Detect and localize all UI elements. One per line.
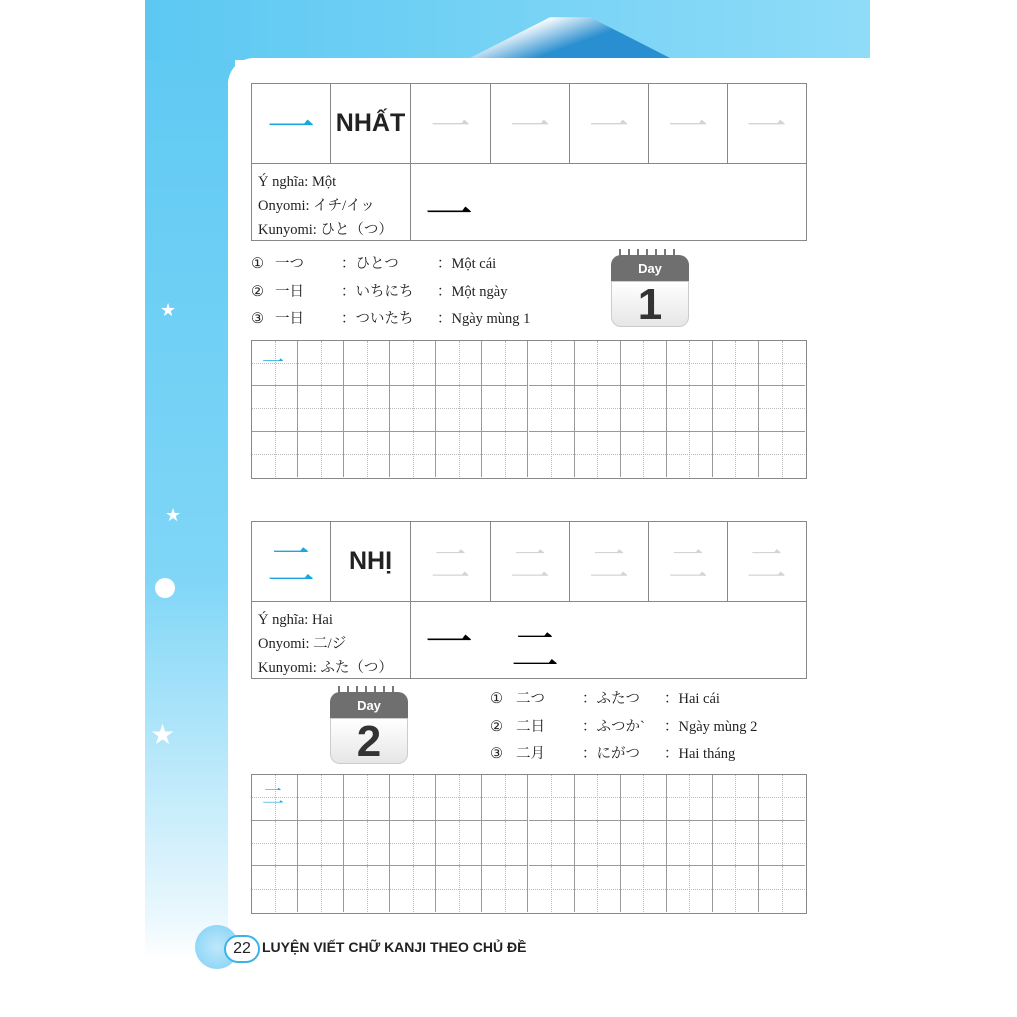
practice-cell[interactable] xyxy=(529,341,575,386)
practice-cell[interactable] xyxy=(482,775,528,821)
trace-char: 一 xyxy=(589,104,629,150)
meaning: Ý nghĩa: Hai xyxy=(258,612,333,628)
kanji-name-text: NHỊ xyxy=(348,547,393,575)
practice-cell[interactable] xyxy=(759,432,805,477)
practice-cell[interactable] xyxy=(482,821,528,867)
onyomi: Onyomi: イチ/イッ xyxy=(258,198,375,214)
practice-cell[interactable] xyxy=(621,775,667,821)
practice-cell[interactable] xyxy=(667,341,713,386)
practice-cell[interactable] xyxy=(482,432,528,477)
day-calendar-icon xyxy=(611,249,689,329)
practice-cell[interactable] xyxy=(529,432,575,477)
ex-num: ② xyxy=(490,718,503,735)
ex-word: 一つ xyxy=(275,256,304,272)
practice-cell[interactable] xyxy=(298,775,344,821)
trace-char: 二 xyxy=(430,542,471,588)
trace-char: 一 xyxy=(510,104,550,150)
ex-reading: ：ふたつ xyxy=(582,691,640,707)
practice-cell[interactable] xyxy=(621,386,667,431)
ex-reading: ：にがつ xyxy=(582,746,640,762)
practice-cell[interactable] xyxy=(621,341,667,386)
ex-num: ② xyxy=(251,283,264,300)
practice-cell[interactable] xyxy=(713,775,759,821)
kanji-info xyxy=(252,163,411,241)
ex-meaning: ：Ngày mùng 1 xyxy=(437,311,531,327)
practice-cell[interactable] xyxy=(482,341,528,386)
day-label: Day xyxy=(611,255,689,281)
practice-cell[interactable] xyxy=(436,386,482,431)
practice-cell[interactable] xyxy=(252,432,298,477)
stroke-step: 二 xyxy=(511,623,560,679)
practice-cell[interactable] xyxy=(575,866,621,912)
moon-icon xyxy=(155,578,175,598)
practice-cell[interactable] xyxy=(298,341,344,386)
practice-cell[interactable] xyxy=(621,821,667,867)
stroke-step: 一 xyxy=(425,187,474,243)
practice-cell[interactable] xyxy=(390,821,436,867)
examples-2 xyxy=(490,686,757,769)
kanji-name-text: NHẤT xyxy=(335,109,406,137)
practice-cell[interactable] xyxy=(436,775,482,821)
ex-reading: ：ひとつ xyxy=(341,256,399,272)
practice-cell[interactable] xyxy=(667,386,713,431)
star-icon: ★ xyxy=(160,300,177,320)
onyomi: Onyomi: 二/ジ xyxy=(258,636,347,652)
practice-cell[interactable] xyxy=(759,775,805,821)
practice-cell[interactable] xyxy=(529,866,575,912)
trace-char: 一 xyxy=(668,104,708,150)
practice-cell[interactable] xyxy=(252,386,298,431)
practice-cell[interactable] xyxy=(621,866,667,912)
meaning: Ý nghĩa: Một xyxy=(258,174,337,190)
practice-cell[interactable] xyxy=(436,866,482,912)
day-number: 1 xyxy=(611,281,689,327)
practice-cell[interactable] xyxy=(436,821,482,867)
trace-char: 二 xyxy=(746,542,787,588)
practice-cell[interactable] xyxy=(759,866,805,912)
practice-cell[interactable] xyxy=(298,432,344,477)
practice-cell[interactable] xyxy=(436,432,482,477)
ex-word: 二日 xyxy=(516,718,545,735)
practice-cell[interactable] xyxy=(298,386,344,431)
trace-char: 二 xyxy=(510,542,550,588)
ex-word: 二つ xyxy=(516,691,545,707)
practice-cell[interactable] xyxy=(575,341,621,386)
ex-num: ① xyxy=(251,256,264,272)
star-icon: ★ xyxy=(165,505,182,525)
practice-cell[interactable] xyxy=(529,386,575,431)
practice-cell[interactable] xyxy=(621,432,667,477)
practice-cell[interactable] xyxy=(713,821,759,867)
practice-cell[interactable] xyxy=(713,386,759,431)
stroke-step: 一 xyxy=(425,615,474,671)
practice-cell[interactable] xyxy=(667,432,713,477)
practice-cell[interactable] xyxy=(344,341,390,386)
practice-cell[interactable] xyxy=(344,432,390,477)
practice-grid-2[interactable] xyxy=(251,774,807,914)
kanji-card-2 xyxy=(251,521,807,679)
practice-cell[interactable] xyxy=(436,341,482,386)
practice-cell[interactable] xyxy=(390,341,436,386)
practice-cell[interactable] xyxy=(713,432,759,477)
examples-1 xyxy=(251,251,530,334)
practice-cell[interactable] xyxy=(529,821,575,867)
ex-num: ③ xyxy=(251,311,264,327)
trace-char: 二 xyxy=(668,542,708,588)
trace-char: 一 xyxy=(746,104,787,150)
practice-cell[interactable] xyxy=(344,386,390,431)
practice-cell[interactable] xyxy=(575,432,621,477)
page-number: 22 xyxy=(224,935,260,963)
practice-cell[interactable] xyxy=(759,821,805,867)
star-icon: ★ xyxy=(150,720,176,751)
practice-cell[interactable] xyxy=(575,386,621,431)
practice-cell[interactable] xyxy=(344,775,390,821)
practice-cell[interactable] xyxy=(252,866,298,912)
kanji-char-text: 一 xyxy=(266,100,315,156)
ex-num: ① xyxy=(490,691,503,707)
kanji-char xyxy=(252,84,331,163)
day-number: 2 xyxy=(330,718,408,764)
ex-meaning: ：Ngày mùng 2 xyxy=(664,718,758,735)
practice-cell[interactable] xyxy=(390,866,436,912)
practice-cell[interactable] xyxy=(713,341,759,386)
ex-meaning: ：Một cái xyxy=(437,256,497,272)
practice-cell[interactable] xyxy=(667,821,713,867)
kanji-info xyxy=(252,601,411,679)
ex-meaning: ：Hai tháng xyxy=(664,746,736,762)
practice-sample: 二 xyxy=(262,785,285,810)
practice-cell[interactable] xyxy=(344,821,390,867)
practice-cell[interactable] xyxy=(667,866,713,912)
ex-meaning: ：Hai cái xyxy=(664,691,720,707)
kanji-char-text: 二 xyxy=(266,538,315,594)
stroke-order xyxy=(411,601,806,680)
practice-cell[interactable] xyxy=(482,866,528,912)
ex-reading: ：ふつか` xyxy=(582,718,645,735)
practice-cell[interactable] xyxy=(667,775,713,821)
kunyomi: Kunyomi: ふた（つ） xyxy=(258,660,393,676)
practice-cell[interactable] xyxy=(575,821,621,867)
ex-num: ③ xyxy=(490,746,503,762)
practice-cell[interactable] xyxy=(529,775,575,821)
practice-cell[interactable] xyxy=(298,866,344,912)
sky-background-left xyxy=(145,0,235,960)
kanji-card-1 xyxy=(251,83,807,241)
practice-cell[interactable] xyxy=(344,866,390,912)
practice-cell[interactable] xyxy=(575,775,621,821)
practice-cell[interactable] xyxy=(759,341,805,386)
kanji-name xyxy=(331,84,411,163)
practice-cell[interactable] xyxy=(482,386,528,431)
kunyomi: Kunyomi: ひと（つ） xyxy=(258,222,393,238)
practice-cell[interactable] xyxy=(759,386,805,431)
ex-word: 一日 xyxy=(275,283,304,300)
trace-char: 二 xyxy=(589,542,629,588)
stroke-order xyxy=(411,163,806,242)
ex-meaning: ：Một ngày xyxy=(437,283,508,300)
practice-sample: 一 xyxy=(262,351,285,376)
day-calendar-icon xyxy=(330,686,408,766)
day-label: Day xyxy=(330,692,408,718)
ex-reading: ：ついたち xyxy=(341,311,414,327)
ex-word: 一日 xyxy=(275,311,304,327)
footer-title: LUYỆN VIẾT CHỮ KANJI THEO CHỦ ĐỀ xyxy=(262,939,527,955)
ex-word: 二月 xyxy=(516,746,545,762)
practice-cell[interactable] xyxy=(298,821,344,867)
practice-cell[interactable] xyxy=(252,821,298,867)
ex-reading: ：いちにち xyxy=(341,283,414,300)
practice-grid-1[interactable] xyxy=(251,340,807,479)
trace-char: 一 xyxy=(430,104,471,150)
practice-cell[interactable] xyxy=(390,432,436,477)
practice-cell[interactable] xyxy=(390,386,436,431)
practice-cell[interactable] xyxy=(713,866,759,912)
practice-cell[interactable] xyxy=(390,775,436,821)
